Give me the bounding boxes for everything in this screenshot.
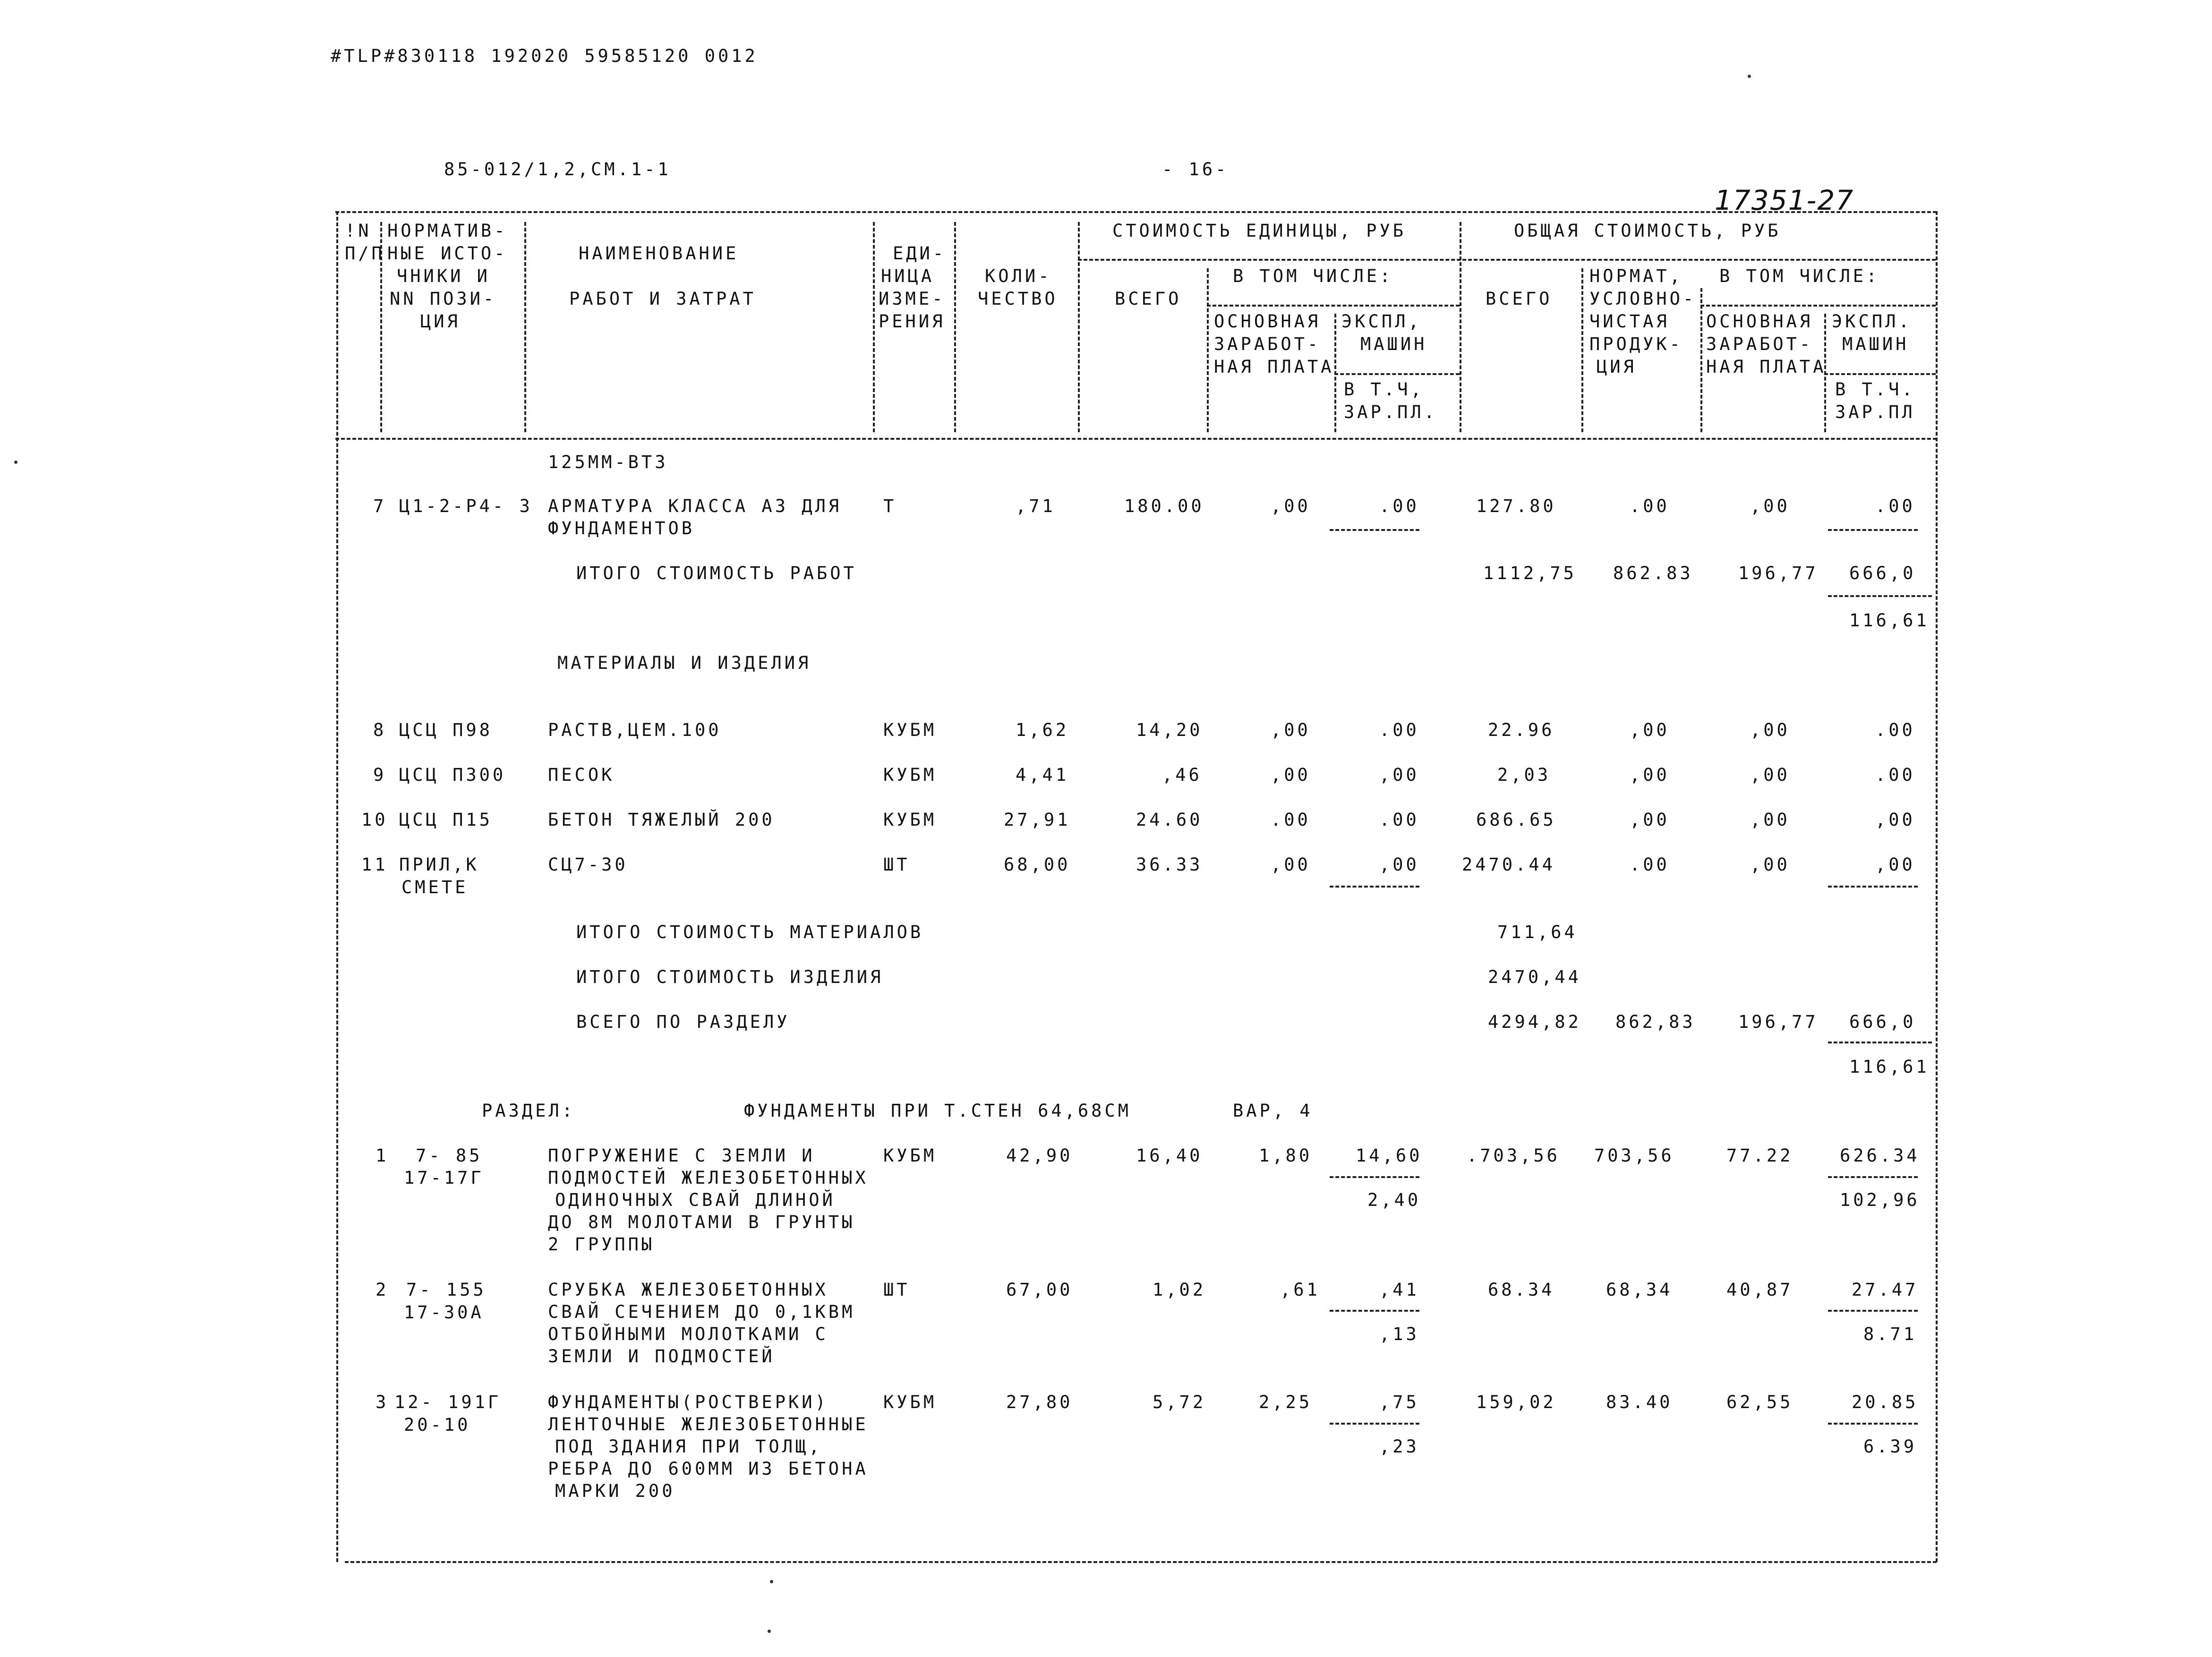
row-osn: 1,80: [1259, 1145, 1313, 1166]
header-v-tom-chisle-2: В ТОМ ЧИСЛЕ:: [1719, 266, 1880, 286]
vsego-razdel-osn2: 196,77: [1738, 1012, 1819, 1032]
row-total: 159,02: [1476, 1392, 1556, 1412]
row-qty: 1,62: [1016, 720, 1069, 740]
row-name: ОТБОЙНЫМИ МОЛОТКАМИ С: [548, 1324, 828, 1344]
row-name: ЗЕМЛИ И ПОДМОСТЕЙ: [548, 1346, 775, 1367]
row-qty: 27,80: [1006, 1392, 1073, 1412]
row-name: СРУБКА ЖЕЛЕЗОБЕТОННЫХ: [548, 1280, 828, 1300]
vsego-razdel-total: 4294,82: [1488, 1012, 1581, 1032]
row-osn2: 40,87: [1726, 1280, 1794, 1300]
itogo-rabot-eks2: 666,0: [1849, 563, 1916, 583]
itogo-izdeliya-label: ИТОГО СТОИМОСТЬ ИЗДЕЛИЯ: [576, 967, 884, 987]
itogo-rabot-label: ИТОГО СТОИМОСТЬ РАБОТ: [576, 563, 857, 583]
row-osn: ,61: [1280, 1280, 1320, 1300]
row-osn2: 77.22: [1726, 1145, 1794, 1166]
col-divider: [524, 222, 526, 432]
row-osn: ,00: [1271, 720, 1311, 740]
row-total: 2,03: [1497, 765, 1551, 785]
row-eks: ,00: [1379, 854, 1419, 875]
row-name: ФУНДАМЕНТОВ: [548, 518, 695, 538]
row-cost: ,46: [1162, 765, 1202, 785]
row-code: ЦСЦ П98: [399, 720, 493, 740]
row-unit: ШТ: [883, 854, 910, 875]
header-ekspl-2: МАШИН: [1842, 334, 1909, 354]
underline: [1828, 1176, 1918, 1178]
row-eks-zarpl: ,13: [1379, 1324, 1419, 1344]
materials-title: МАТЕРИАЛЫ И ИЗДЕЛИЯ: [557, 653, 811, 673]
itogo-materials-total: 711,64: [1497, 922, 1578, 942]
row-unit: КУБМ: [883, 765, 937, 785]
document-code: #TLP#830118 192020 59585120 0012: [331, 46, 758, 66]
row-eks2: ,00: [1875, 810, 1915, 830]
row-name: РЕБРА ДО 600ММ ИЗ БЕТОНА: [548, 1459, 869, 1479]
row-name: ЛЕНТОЧНЫЕ ЖЕЛЕЗОБЕТОННЫЕ: [548, 1414, 869, 1435]
row-unit: Т: [883, 496, 897, 516]
header-npp: П/П: [345, 243, 385, 264]
itogo-rabot-total: 1112,75: [1483, 563, 1577, 583]
header-osnovnaya-2: ЗАРАБОТ-: [1706, 334, 1813, 354]
row-number: 9: [373, 765, 387, 785]
col-divider: [1460, 222, 1461, 432]
header-normat: НОРМАТ,: [1589, 266, 1683, 286]
scan-speck: [1748, 75, 1751, 78]
continuation-text: 125ММ-ВТ3: [548, 452, 668, 472]
row-nuch: ,00: [1630, 720, 1670, 740]
row-name: АРМАТУРА КЛАССА А3 ДЛЯ: [548, 496, 842, 516]
row-osn2: ,00: [1750, 854, 1790, 875]
row-nuch: ,00: [1630, 810, 1670, 830]
col-divider: [954, 222, 956, 432]
row-osn: ,00: [1271, 765, 1311, 785]
underline: [1828, 1042, 1932, 1043]
scan-speck: [14, 461, 17, 464]
row-code: ЦСЦ П300: [399, 765, 506, 785]
vsego-razdel-nuch: 862,83: [1615, 1012, 1696, 1032]
row-name: ПОДМОСТЕЙ ЖЕЛЕЗОБЕТОННЫХ: [548, 1168, 869, 1188]
row-eks: ,00: [1379, 765, 1419, 785]
header-subline: [1207, 305, 1460, 307]
row-osn2: ,00: [1750, 765, 1790, 785]
row-nuch: 68,34: [1606, 1280, 1673, 1300]
header-normat: ЧИСТАЯ: [1589, 311, 1670, 332]
header-ekspl-2: ЭКСПЛ.: [1832, 311, 1912, 332]
row-eks: ,41: [1379, 1280, 1419, 1300]
row-osn: 2,25: [1259, 1392, 1313, 1412]
row-code: СМЕТЕ: [401, 877, 469, 897]
header-unit: РЕНИЯ: [879, 311, 946, 332]
header-source: НЫЕ ИСТО-: [387, 243, 508, 264]
row-cost: 16,40: [1136, 1145, 1203, 1166]
row-unit: КУБМ: [883, 1392, 937, 1412]
row-unit: ШТ: [883, 1280, 910, 1300]
row-total: 127.80: [1476, 496, 1556, 516]
row-code: ЦСЦ П15: [399, 810, 493, 830]
row-total: .703,56: [1467, 1145, 1560, 1166]
row-eks: .00: [1379, 496, 1419, 516]
row-unit: КУБМ: [883, 1145, 937, 1166]
underline: [1330, 529, 1419, 531]
header-osnovnaya: ЗАРАБОТ-: [1214, 334, 1321, 354]
underline: [1828, 1310, 1918, 1312]
header-v-t-ch: В Т.Ч,: [1344, 379, 1424, 400]
page-number: - 16-: [1162, 159, 1229, 179]
row-osn: .00: [1271, 810, 1311, 830]
row-eks-zarpl: 2,40: [1367, 1190, 1421, 1210]
row-eks2-zarpl: 8.71: [1863, 1324, 1917, 1344]
row-eks: .00: [1379, 810, 1419, 830]
row-code: ПРИЛ,К: [399, 854, 479, 875]
table-right-border: [1936, 211, 1938, 1562]
vsego-razdel-zarpl: 116,61: [1849, 1057, 1930, 1077]
row-code: 20-10: [404, 1415, 471, 1435]
row-eks2: 27.47: [1852, 1280, 1919, 1300]
row-code: 17-30А: [404, 1302, 484, 1323]
row-code: 12- 191Г: [394, 1392, 502, 1412]
row-qty: ,71: [1016, 496, 1056, 516]
row-osn2: ,00: [1750, 496, 1790, 516]
row-total: 68.34: [1488, 1280, 1555, 1300]
header-normat: УСЛОВНО-: [1589, 289, 1697, 309]
header-osnovnaya-2: ОСНОВНАЯ: [1706, 311, 1813, 332]
row-cost: 24.60: [1136, 810, 1203, 830]
itogo-materials-label: ИТОГО СТОИМОСТЬ МАТЕРИАЛОВ: [576, 922, 924, 942]
row-number: 1: [376, 1145, 389, 1166]
header-unit-cost: СТОИМОСТЬ ЕДИНИЦЫ, РУБ: [1112, 221, 1407, 241]
header-osnovnaya-2: НАЯ ПЛАТА: [1706, 357, 1827, 377]
row-qty: 42,90: [1006, 1145, 1073, 1166]
header-qty: ЧЕСТВО: [978, 289, 1058, 309]
row-name: ПОД ЗДАНИЯ ПРИ ТОЛЩ,: [555, 1436, 822, 1457]
row-qty: 4,41: [1016, 765, 1069, 785]
underline: [1330, 1176, 1419, 1178]
header-v-t-ch: ЗАР.ПЛ.: [1344, 402, 1437, 422]
underline: [1330, 1310, 1419, 1312]
header-ekspl: ЭКСПЛ,: [1341, 311, 1422, 332]
row-name: ФУНДАМЕНТЫ(РОСТВЕРКИ): [548, 1392, 828, 1412]
underline: [1330, 1423, 1419, 1425]
header-unit: НИЦА: [881, 266, 935, 286]
row-eks2-zarpl: 102,96: [1840, 1190, 1920, 1210]
row-osn2: ,00: [1750, 720, 1790, 740]
table-top-border: [335, 211, 1937, 213]
row-name: БЕТОН ТЯЖЕЛЫЙ 200: [548, 810, 775, 830]
header-bottom-border: [335, 438, 1937, 440]
header-osnovnaya: НАЯ ПЛАТА: [1214, 357, 1334, 377]
row-code: 7- 155: [406, 1280, 487, 1300]
header-npp: !N: [345, 221, 372, 241]
row-eks: ,75: [1379, 1392, 1419, 1412]
header-unit: ЕДИ-: [893, 243, 947, 264]
header-vsego-total: ВСЕГО: [1486, 289, 1553, 309]
header-osnovnaya: ОСНОВНАЯ: [1214, 311, 1321, 332]
row-eks2: .00: [1875, 496, 1915, 516]
section-title: ФУНДАМЕНТЫ ПРИ Т.СТЕН 64,68СМ: [744, 1101, 1132, 1121]
header-subline: [1334, 373, 1460, 375]
itogo-rabot-zarpl: 116,61: [1849, 610, 1930, 631]
row-name: 2 ГРУППЫ: [548, 1234, 655, 1255]
row-eks2: 626.34: [1840, 1145, 1920, 1166]
row-number: 3: [376, 1392, 389, 1412]
row-total: 22.96: [1488, 720, 1555, 740]
underline: [1828, 1423, 1918, 1425]
row-cost: 5,72: [1153, 1392, 1206, 1412]
handwritten-note: 17351-27: [1715, 184, 1854, 216]
underline: [1828, 886, 1918, 888]
table-bottom-border: [345, 1561, 1937, 1563]
underline: [1828, 529, 1918, 531]
header-ekspl: МАШИН: [1360, 334, 1427, 354]
header-subline: [1700, 305, 1936, 307]
row-unit: КУБМ: [883, 810, 937, 830]
header-qty: КОЛИ-: [985, 266, 1052, 286]
row-name: СЦ7-30: [548, 854, 628, 875]
row-qty: 68,00: [1004, 854, 1071, 875]
row-code: 7- 85: [416, 1145, 483, 1166]
row-total: 2470.44: [1462, 854, 1555, 875]
itogo-rabot-osn2: 196,77: [1738, 563, 1819, 583]
row-unit: КУБМ: [883, 720, 937, 740]
row-name: ПОГРУЖЕНИЕ С ЗЕМЛИ И: [548, 1145, 815, 1166]
header-unit: ИЗМЕ-: [879, 289, 946, 309]
header-source: ЦИЯ: [420, 311, 461, 332]
row-osn: ,00: [1271, 854, 1311, 875]
row-osn: ,00: [1271, 496, 1311, 516]
header-subline: [1824, 373, 1936, 375]
header-total-cost: ОБЩАЯ СТОИМОСТЬ, РУБ: [1514, 221, 1781, 241]
header-name: РАБОТ И ЗАТРАТ: [569, 289, 756, 309]
row-name: ОДИНОЧНЫХ СВАЙ ДЛИНОЙ: [555, 1190, 836, 1210]
row-eks2: .00: [1875, 720, 1915, 740]
row-cost: 14,20: [1136, 720, 1203, 740]
underline: [1330, 886, 1419, 888]
estimate-number: 85-012/1,2,СМ.1-1: [444, 159, 671, 179]
col-divider: [1078, 222, 1080, 432]
row-name: РАСТВ,ЦЕМ.100: [548, 720, 722, 740]
row-nuch: .00: [1630, 496, 1670, 516]
row-cost: 36.33: [1136, 854, 1203, 875]
itogo-izdeliya-total: 2470,44: [1488, 967, 1581, 987]
row-nuch: 83.40: [1606, 1392, 1673, 1412]
row-total: 686.65: [1476, 810, 1556, 830]
itogo-rabot-nuch: 862.83: [1613, 563, 1693, 583]
col-divider: [1207, 268, 1209, 432]
row-name: МАРКИ 200: [555, 1481, 675, 1501]
row-osn2: ,00: [1750, 810, 1790, 830]
underline: [1828, 595, 1932, 597]
col-divider: [873, 222, 875, 432]
row-name: ДО 8М МОЛОТАМИ В ГРУНТЫ: [548, 1212, 855, 1232]
vsego-razdel-label: ВСЕГО ПО РАЗДЕЛУ: [576, 1012, 790, 1032]
header-v-t-ch-2: ЗАР.ПЛ: [1835, 402, 1915, 422]
header-name: НАИМЕНОВАНИЕ: [579, 243, 739, 264]
header-source: НОРМАТИВ-: [387, 221, 508, 241]
row-nuch: .00: [1630, 854, 1670, 875]
row-cost: 1,02: [1153, 1280, 1206, 1300]
header-subline: [1078, 259, 1936, 261]
header-normat: ПРОДУК-: [1589, 334, 1683, 354]
row-name: ПЕСОК: [548, 765, 615, 785]
row-name: СВАЙ СЕЧЕНИЕМ ДО 0,1КВМ: [548, 1302, 855, 1322]
row-nuch: 703,56: [1594, 1145, 1674, 1166]
col-divider: [1700, 288, 1702, 432]
row-qty: 67,00: [1006, 1280, 1073, 1300]
row-eks2: .00: [1875, 765, 1915, 785]
section-variant: ВАР, 4: [1233, 1101, 1313, 1121]
scan-speck: [770, 1580, 773, 1583]
row-osn2: 62,55: [1726, 1392, 1794, 1412]
row-eks2: 20.85: [1852, 1392, 1919, 1412]
row-qty: 27,91: [1004, 810, 1071, 830]
row-number: 11: [361, 854, 388, 875]
vsego-razdel-eks2: 666,0: [1849, 1012, 1916, 1032]
header-source: ЧНИКИ И: [397, 266, 490, 286]
row-number: 7: [373, 496, 387, 516]
row-number: 8: [373, 720, 387, 740]
header-source: NN ПОЗИ-: [390, 289, 497, 309]
row-eks2: ,00: [1875, 854, 1915, 875]
scan-speck: [768, 1630, 771, 1633]
row-number: 10: [361, 810, 388, 830]
row-cost: 180.00: [1124, 496, 1204, 516]
header-normat: ЦИЯ: [1597, 357, 1637, 377]
row-eks2-zarpl: 6.39: [1863, 1436, 1917, 1457]
row-eks-zarpl: ,23: [1379, 1436, 1419, 1457]
row-number: 2: [376, 1280, 389, 1300]
header-v-tom-chisle: В ТОМ ЧИСЛЕ:: [1233, 266, 1393, 286]
col-divider: [1581, 268, 1583, 432]
row-code: Ц1-2-Р4- 3: [399, 496, 533, 516]
header-vsego: ВСЕГО: [1115, 289, 1182, 309]
header-v-t-ch-2: В Т.Ч.: [1835, 379, 1915, 400]
row-eks: 14,60: [1356, 1145, 1423, 1166]
row-eks: .00: [1379, 720, 1419, 740]
row-code: 17-17Г: [404, 1168, 484, 1188]
row-nuch: ,00: [1630, 765, 1670, 785]
section-label: РАЗДЕЛ:: [482, 1101, 575, 1121]
table-left-border: [336, 211, 338, 1562]
